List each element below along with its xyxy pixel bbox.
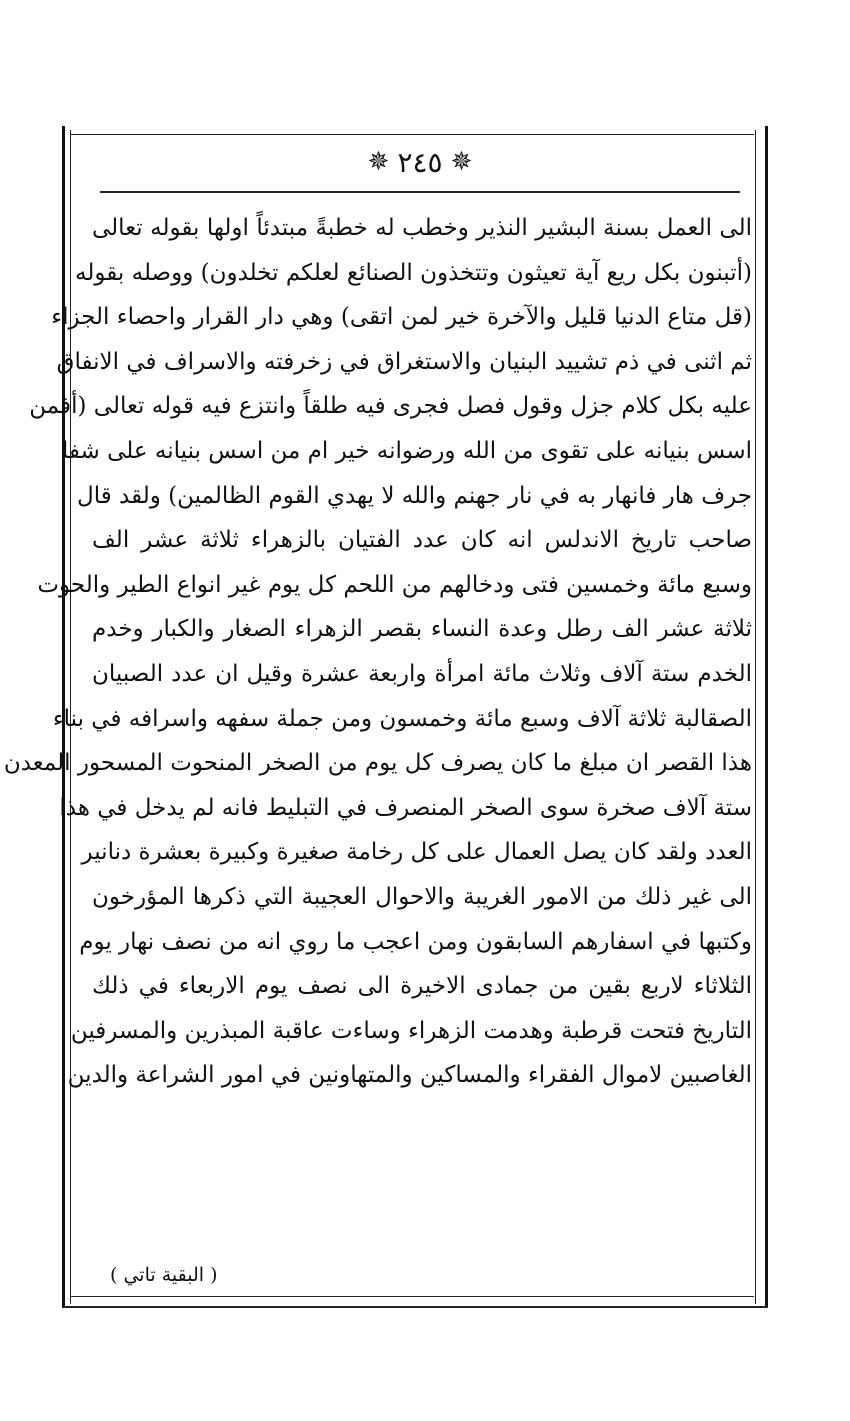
text-line: ستة آلاف صخرة سوى الصخر المنصرف في التبليط فانه لم يدخل في هذا [59,794,752,821]
text-line: التاريخ فتحت قرطبة وهدمت الزهراء وساءت عاقبة المبذرين والمسرفين [70,1017,752,1044]
text-line: الى العمل بسنة البشير النذير وخطب له خطبةً مبتدئاً اولها بقوله تعالى [92,215,752,241]
continued-note: ( البقية تاتي ) [110,1264,218,1286]
text-line: وكتبها في اسفارهم السابقون ومن اعجب ما روي انه من نصف نهار يوم [79,928,752,955]
ornament-left-icon: ✵ [367,147,390,177]
text-line: ثلاثة عشر الف رطل وعدة النساء بقصر الزهراء الصغار والكبار وخدم [92,616,752,643]
bottom-rule-inner [70,1296,754,1297]
text-line: جرف هار فانهار به في نار جهنم والله لا يهدي القوم الظالمين) ولقد قال [77,482,752,509]
text-line: وسبع مائة وخمسين فتى ودخالهم من اللحم كل يوم غير انواع الطير والحوت [37,571,752,598]
text-line: (قل متاع الدنيا قليل والآخرة خير لمن اتقى) وهي دار القرار واحصاء الجزاء [51,304,752,331]
text-line: عليه بكل كلام جزل وقول فصل فجرى فيه طلقاً وانتزع فيه قوله تعالى (أفمن [29,393,752,420]
text-line: صاحب تاريخ الاندلس انه كان عدد الفتيان بالزهراء ثلاثة عشر الف [92,527,752,554]
top-rule [70,134,754,135]
page-number: ٢٤٥ [397,145,443,179]
text-line: ثم اثنى في ذم تشييد البنيان والاستغراق في زخرفته والاسراف في الانفاق [56,348,752,375]
text-line: الخدم ستة آلاف وثلاث مائة امرأة واربعة عشرة وقيل ان عدد الصبيان [92,660,752,687]
text-line: الصقالبة ثلاثة آلاف وسبع مائة وخمسون ومن جملة سفهه واسرافه في بناء [52,705,752,732]
header-rule [100,191,740,193]
text-line: اسس بنيانه على تقوى من الله ورضوانه خير ام من اسس بنيانه على شفا [61,437,752,464]
bottom-rule-outer [62,1306,768,1308]
text-line: هذا القصر ان مبلغ ما كان يصرف كل يوم من الصخر المنحوت المسحور المعدن [3,750,752,777]
ornament-right-icon: ✵ [450,147,473,177]
text-line: (أتبنون بكل ريع آية تعيثون وتتخذون الصنائع لعلكم تخلدون) ووصله بقوله [75,259,752,286]
text-line: الغاصبين لاموال الفقراء والمساكين والمتهاونين في امور الشراعة والدين [67,1062,752,1089]
text-line: الثلاثاء لاربع بقين من جمادى الاخيرة الى نصف يوم الاربعاء في ذلك [92,973,752,1000]
text-line: الى غير ذلك من الامور الغريبة والاحوال العجيبة التي ذكرها المؤرخون [92,883,752,910]
body-text [3,206,752,1098]
text-line: العدد ولقد كان يصل العمال على كل رخامة صغيرة وكبيرة بعشرة دنانير [81,839,752,866]
page-header [100,140,740,184]
